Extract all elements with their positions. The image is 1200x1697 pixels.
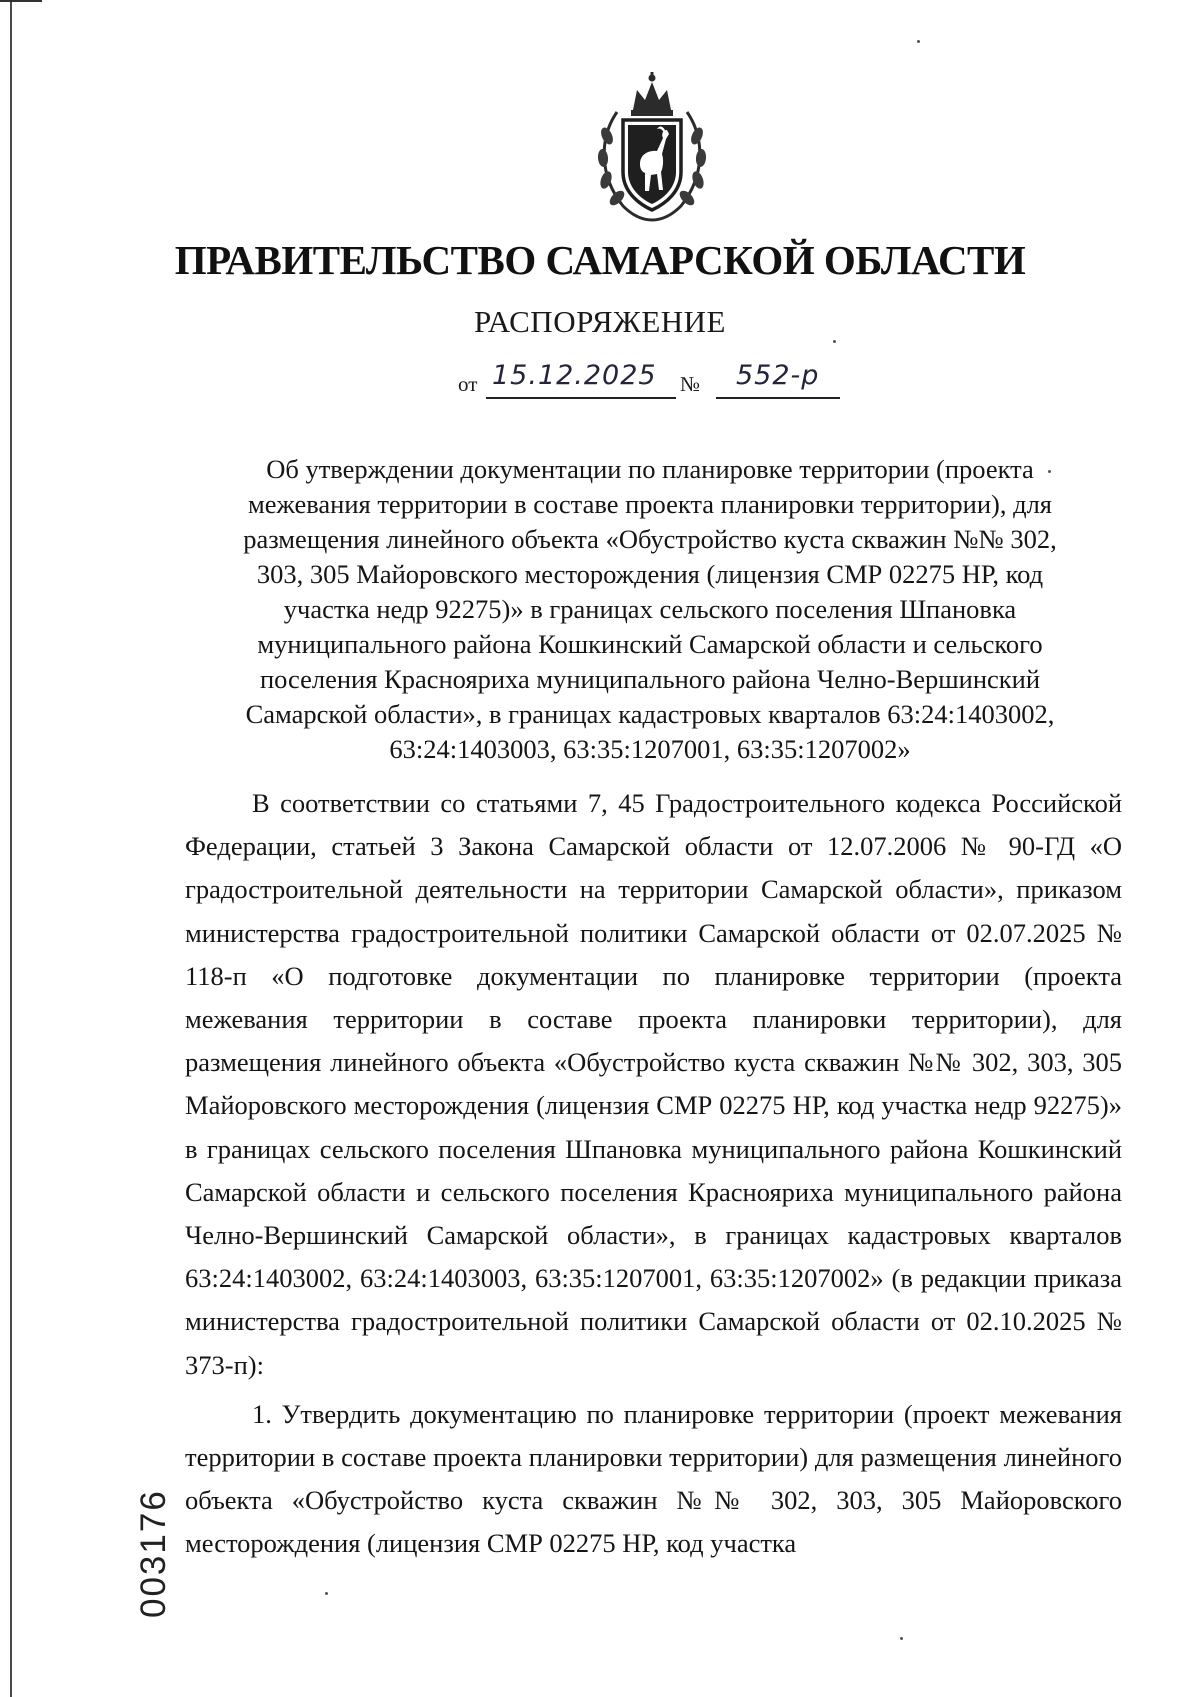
preamble-paragraph: В соответствии со статьями 7, 45 Градостроительного кодекса Российской Федерации, статьей 3 Закона Самарской области от 12.07.2006 № 90-ГД «О градостроительной деятельности на территории Самарской области», приказом министерства градостроительной политики Самарской области от 02.07.2025 № 118-п «О подготовке документации по планировке территории (проекта межевания территории в составе проекта планировки территории), для размещения линейного объекта «Обустройство куста скважин №№ 302, 303, 305 Майоровского месторождения (лицензия СМР 02275 НР, код участка недр 92275)» в границах сельского поселения Шпановка муниципального района Кошкинский Самарской области и сельского поселения Краснояриха муниципального района Челно-Вершинский Самарской области», в границах кадастровых кварталов 63:24:1403002, 63:24:1403003, 63:35:1207001, 63:35:1207002» (в редакции приказа министерства градостроительной политики Самарской области от 02.10.2025 № 373-п): (185, 788, 1122, 1380)
scan-speck (900, 1637, 903, 1640)
date-underline (486, 397, 676, 399)
scan-speck (833, 340, 836, 343)
document-body (185, 782, 1122, 1566)
clause-1-paragraph: 1. Утвердить документацию по планировке территории (проект межевания территории в составе проекта планировки территории) для размещения линейного объекта «Обустройство куста скважин №№ 302, 303, 305 Майоровского месторождения (лицензия СМР 02275 НР, код участка (185, 1398, 1122, 1559)
scan-speck (1048, 470, 1051, 473)
samara-coat-of-arms-icon (593, 72, 711, 222)
number-label: № (680, 372, 701, 396)
number-underline (716, 397, 840, 399)
document-subject: Об утверждении документации по планировке территории (проекта межевания территории в составе проекта планировки территории), для размещения линейного объекта «Обустройство куста скважин №№ 302, 303, 305 Майоровского месторождения (лицензия СМР 02275 НР, код участка недр 92275)» в границах сельского поселения Шпановка муниципального района Кошкинский Самарской области и сельского поселения Краснояриха муниципального района Челно-Вершинский Самарской области», в границах кадастровых кварталов 63:24:1403002, 63:24:1403003, 63:35:1207001, 63:35:1207002» (243, 454, 1057, 764)
scan-corner-mark (0, 0, 42, 2)
date-label: от (458, 372, 478, 396)
organization-title: ПРАВИТЕЛЬСТВО САМАРСКОЙ ОБЛАСТИ (174, 237, 1026, 283)
document-type: РАСПОРЯЖЕНИЕ (474, 304, 726, 339)
scan-speck (325, 1592, 328, 1595)
date-number-line (458, 360, 858, 400)
margin-registration-number: 003176 (134, 1489, 173, 1618)
scan-speck (917, 40, 920, 43)
handwritten-number: 552-р (736, 360, 820, 391)
handwritten-date: 15.12.2025 (492, 360, 657, 391)
